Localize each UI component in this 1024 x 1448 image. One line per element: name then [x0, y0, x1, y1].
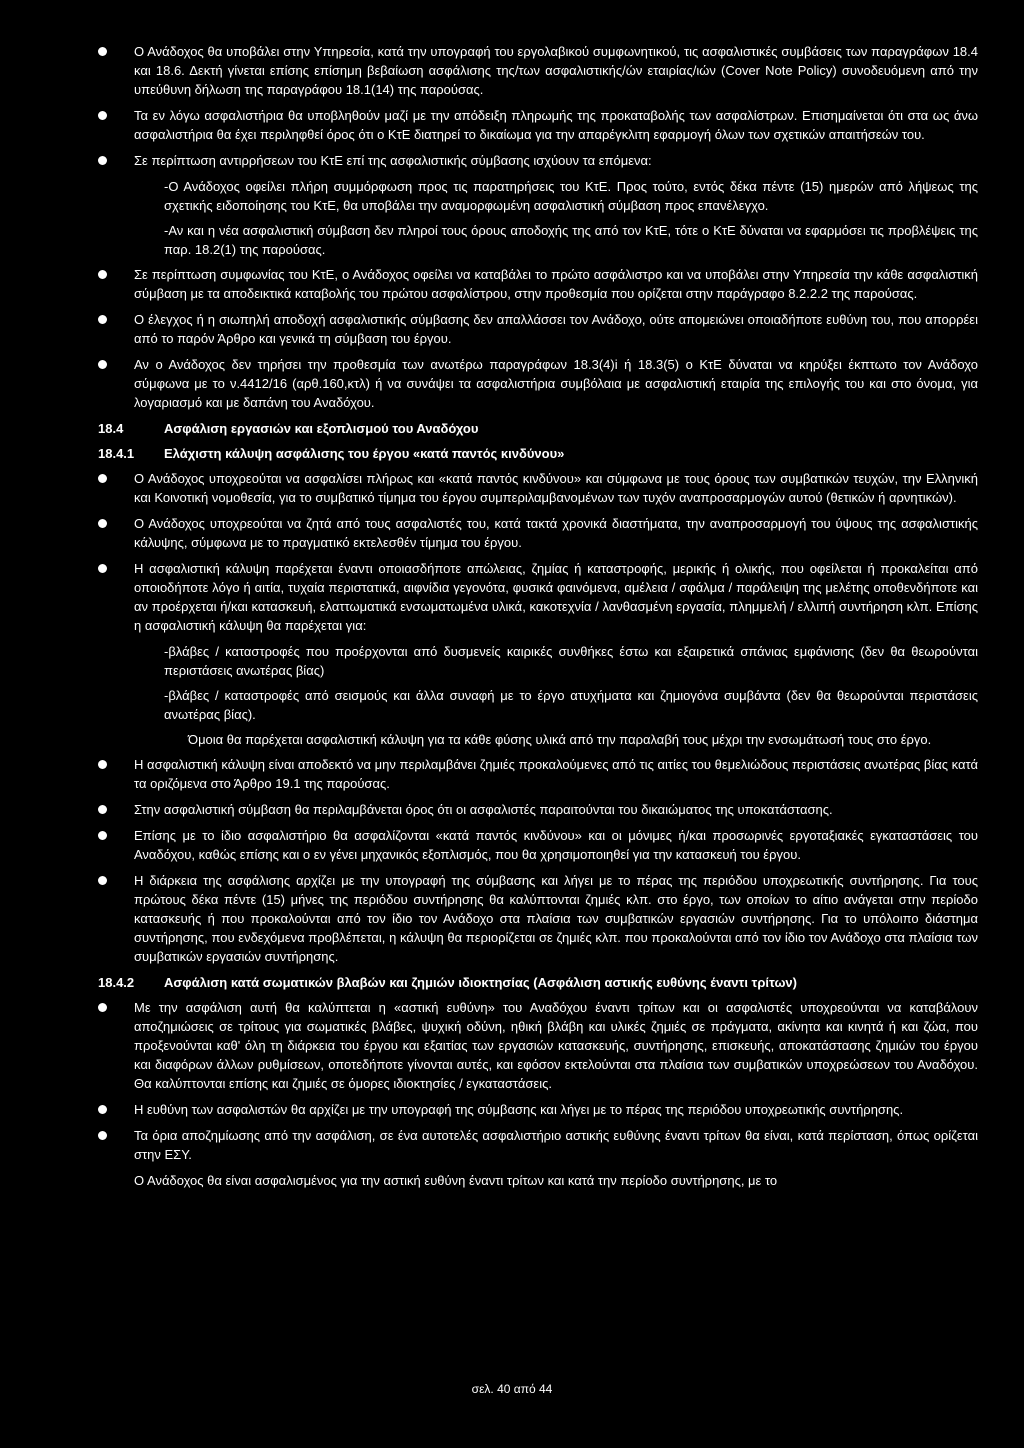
bullet-dot-icon: [98, 360, 107, 369]
sub-paragraph: -βλάβες / καταστροφές από σεισμούς και άλλα συναφή με το έργο ατυχήματα και ζημιογόνα συμβάντα (δεν θα θεωρούνται περιστάσεις ανωτέρας βίας).: [164, 688, 978, 722]
bullet-paragraph: Με την ασφάλιση αυτή θα καλύπτεται η «αστική ευθύνη» του Αναδόχου έναντι τρίτων και οι ασφαλιστές υποχρεούνται να καταβάλουν αποζημιώσεις σε τρίτους για σωματικές βλάβες, ψυχική οδύνη, ηθική βλάβη και υλικές ζημιές σε πράγματα, ακίνητα και κινητά ή και ζώα, που προξενούνται καθ' όλη τη διάρκεια του έργου και εξαιτίας των εργασιών κατασκευής, συντήρησης, επισκευής, αποκατάστασης ζημιών του έργου και διαφόρων άλλων ρυθμίσεων, οποτεδήποτε γίνονται αυτές, και εφόσον εκτελούνται στα πλαίσια των συμβατικών υποχρεώσεων του Αναδόχου. Θα καλύπτονται επίσης και ζημιές σε όμορες ιδιοκτησίες / εγκαταστάσεις.: [98, 998, 978, 1093]
bullet-paragraph: Ο Ανάδοχος υποχρεούται να ασφαλίσει πλήρως και «κατά παντός κινδύνου» και σύμφωνα με τους όρους των συμβατικών τευχών, την Ελληνική και Κοινοτική νομοθεσία, για το συμβατικό τίμημα του έργου συμπεριλαμβανομένων των τυχόν αναπροσαρμογών αυτού (θετικών ή αρνητικών).: [98, 469, 978, 507]
bullet-paragraph: Σε περίπτωση συμφωνίας του ΚτΕ, ο Ανάδοχος οφείλει να καταβάλει το πρώτο ασφάλιστρο και να υποβάλει στην Υπηρεσία την κάθε ασφαλιστική σύμβαση με τα αποδεικτικά καταβολής του πρώτου ασφαλίστρου, στην προθεσμία που ορίζεται στην παράγραφο 8.2.2.2 της παρούσας.: [98, 265, 978, 303]
bullet-paragraph: Επίσης με το ίδιο ασφαλιστήριο θα ασφαλίζονται «κατά παντός κινδύνου» και οι μόνιμες ή/και προσωρινές εργοταξιακές εγκαταστάσεις του Αναδόχου, καθώς επίσης και ο εν γένει μηχανικός εξοπλισμός, που θα χρησιμοποιηθεί για την κατασκευή του έργου.: [98, 826, 978, 864]
bullet-dot-icon: [98, 156, 107, 165]
bullet-dot-icon: [98, 805, 107, 814]
bullet-dot-icon: [98, 1105, 107, 1114]
plain-paragraph: Ο Ανάδοχος θα είναι ασφαλισμένος για την αστική ευθύνη έναντι τρίτων και κατά την περίοδο συντήρησης, με το: [134, 1173, 778, 1188]
sub-paragraph: -Αν και η νέα ασφαλιστική σύμβαση δεν πληροί τους όρους αποδοχής της από τον ΚτΕ, τότε ο ΚτΕ δύναται να εφαρμόσει τις προβλέψεις της παρ. 18.2(1) της παρούσας.: [164, 223, 978, 257]
bullet-paragraph: Ο Ανάδοχος θα υποβάλει στην Υπηρεσία, κατά την υπογραφή του εργολαβικού συμφωνητικού, τις ασφαλιστικές συμβάσεις των παραγράφων 18.4 και 18.6. Δεκτή γίνεται επίσης επίσημη βεβαίωση ασφάλισης της/των ασφαλιστικής/ών εταιρίας/ιών (Cover Note Policy) συνοδευόμενη από την υπεύθυνη δήλωση της παραγράφου 18.1(14) της παρούσας.: [98, 42, 978, 99]
bullet-dot-icon: [98, 270, 107, 279]
bullet-paragraph: Τα όρια αποζημίωσης από την ασφάλιση, σε ένα αυτοτελές ασφαλιστήριο αστικής ευθύνης έναντι τρίτων θα είναι, κατά περίσταση, όπως ορίζεται στην ΕΣΥ.: [98, 1126, 978, 1164]
section-number: 18.4.2: [98, 975, 135, 990]
section-title: Ασφάλιση εργασιών και εξοπλισμού του Αναδόχου: [164, 421, 479, 436]
section-number: 18.4.1: [98, 446, 135, 461]
bullet-paragraph: Η ευθύνη των ασφαλιστών θα αρχίζει με την υπογραφή της σύμβασης και λήγει με το πέρας της περιόδου υποχρεωτικής συντήρησης.: [98, 1100, 978, 1119]
bullet-dot-icon: [98, 47, 107, 56]
bullet-dot-icon: [98, 831, 107, 840]
bullet-paragraph: Τα εν λόγω ασφαλιστήρια θα υποβληθούν μαζί με την απόδειξη πληρωμής της προκαταβολής των ασφαλίστρων. Επισημαίνεται ότι στα ως άνω ασφαλιστήρια θα έχει περιληφθεί όρος ότι ο ΚτΕ διατηρεί το δικαίωμα για την απαρέγκλιτη εφαρμογή όλων των σχετικών απαιτήσεών του.: [98, 106, 978, 144]
bullet-dot-icon: [98, 111, 107, 120]
bullet-paragraph: Η ασφαλιστική κάλυψη είναι αποδεκτό να μην περιλαμβάνει ζημιές προκαλούμενες από τις αιτίες του θεμελιώδους περιστάσεις ανωτέρας βίας κατά τα οριζόμενα στο Άρθρο 19.1 της παρούσας.: [98, 755, 978, 793]
document-page: [98, 42, 978, 1197]
bullet-dot-icon: [98, 564, 107, 573]
bullet-paragraph: Η διάρκεια της ασφάλισης αρχίζει με την υπογραφή της σύμβασης και λήγει με το πέρας της περιόδου υποχρεωτικής συντήρησης. Για τους πρώτους δέκα πέντε (15) μήνες της περιόδου συντήρησης θα καλύπτονται ζημιές κλπ. στο έργο, των οποίων το αίτιο ανάγεται στην περίοδο κατασκευής ή που προκαλούνται από τον ίδιο τον Ανάδοχο στα πλαίσια των συμβατικών εργασιών συντήρησης. Για το υπόλοιπο διάστημα συντήρησης, που ενδεχόμενα προβλέπεται, η κάλυψη θα περιορίζεται σε ζημιές κλπ. που προκαλούνται από τον ίδιο τον Ανάδοχο στα πλαίσια των συμβατικών εργασιών συντήρησης.: [98, 871, 978, 966]
bullet-paragraph: Στην ασφαλιστική σύμβαση θα περιλαμβάνεται όρος ότι οι ασφαλιστές παραιτούνται του δικαιώματος της υποκατάστασης.: [98, 800, 978, 819]
bullet-paragraph: Σε περίπτωση αντιρρήσεων του ΚτΕ επί της ασφαλιστικής σύμβασης ισχύουν τα επόμενα:: [98, 151, 978, 170]
sub-paragraph: Όμοια θα παρέχεται ασφαλιστική κάλυψη για τα κάθε φύσης υλικά από την παραλαβή τους μέχρι την ενσωμάτωσή τους στο έργο.: [188, 732, 932, 747]
bullet-paragraph: Η ασφαλιστική κάλυψη παρέχεται έναντι οποιασδήποτε απώλειας, ζημίας ή καταστροφής, μερικής ή ολικής, που οφείλεται ή προκαλείται από οποιοδήποτε λόγο ή αιτία, τυχαία περιστατικά, αιφνίδια γεγονότα, φυσικά φαινόμενα, αμέλεια / σφάλμα / παράλειψη της μελέτης οποθενδήποτε και αν προέρχεται ή/και κατασκευή, ελαττωματικά ενσωματωμένα υλικά, κακοτεχνία / λανθασμένη εργασία, πλημμελή / ελλιπή συντήρηση κλπ. Επίσης η ασφαλιστική κάλυψη θα παρέχεται για:: [98, 559, 978, 635]
sub-paragraph: -βλάβες / καταστροφές που προέρχονται από δυσμενείς καιρικές συνθήκες έστω και εξαιρετικά σπάνιας εμφάνισης (δεν θα θεωρούνται περιστάσεις ανωτέρας βίας): [164, 644, 978, 678]
bullet-dot-icon: [98, 1003, 107, 1012]
bullet-dot-icon: [98, 1131, 107, 1140]
section-heading: [98, 444, 978, 463]
section-heading: [98, 973, 978, 992]
page-number: σελ. 40 από 44: [471, 1382, 553, 1396]
section-number: 18.4: [98, 421, 124, 436]
bullet-dot-icon: [98, 315, 107, 324]
bullet-dot-icon: [98, 474, 107, 483]
bullet-dot-icon: [98, 519, 107, 528]
section-title: Ελάχιστη κάλυψη ασφάλισης του έργου «κατά παντός κινδύνου»: [164, 446, 565, 461]
bullet-dot-icon: [98, 760, 107, 769]
sub-paragraph: -Ο Ανάδοχος οφείλει πλήρη συμμόρφωση προς τις παρατηρήσεις του ΚτΕ. Προς τούτο, εντός δέκα πέντε (15) ημερών από λήψεως της σχετικής ειδοποίησης του ΚτΕ, θα υποβάλει την αναμορφωμένη ασφαλιστική σύμβαση προς επανέλεγχο.: [164, 179, 978, 213]
section-title: Ασφάλιση κατά σωματικών βλαβών και ζημιών ιδιοκτησίας (Ασφάλιση αστικής ευθύνης έναντι τρίτων): [164, 975, 797, 990]
bullet-paragraph: Αν ο Ανάδοχος δεν τηρήσει την προθεσμία των ανωτέρω παραγράφων 18.3(4)i ή 18.3(5) ο ΚτΕ δύναται να κηρύξει έκπτωτο τον Ανάδοχο σύμφωνα με το ν.4412/16 (αρθ.160,κτλ) ή να συνάψει τα ασφαλιστήρια συμβόλαια με ασφαλιστική εταιρία της επιλογής του και στο όνομα, για λογαριασμό και με δαπάνη του Αναδόχου.: [98, 355, 978, 412]
bullet-dot-icon: [98, 876, 107, 885]
section-heading: [98, 419, 978, 438]
bullet-paragraph: Ο έλεγχος ή η σιωπηλή αποδοχή ασφαλιστικής σύμβασης δεν απαλλάσσει τον Ανάδοχο, ούτε απομειώνει οποιαδήποτε ευθύνη του, που απορρέει από το παρόν Άρθρο και γενικά τη σύμβαση του έργου.: [98, 310, 978, 348]
bullet-paragraph: Ο Ανάδοχος υποχρεούται να ζητά από τους ασφαλιστές του, κατά τακτά χρονικά διαστήματα, την αναπροσαρμογή του ύψους της ασφαλιστικής κάλυψης, σύμφωνα με το πραγματικό εκτελεσθέν τίμημα του έργου.: [98, 514, 978, 552]
